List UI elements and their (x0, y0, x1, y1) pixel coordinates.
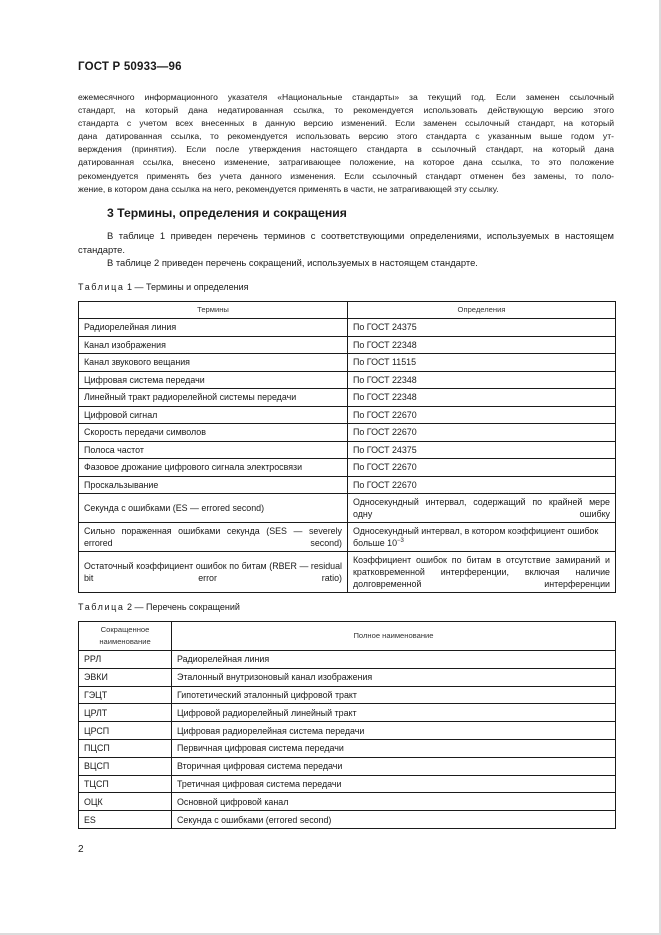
table-row (79, 354, 616, 372)
abbreviation-cell: ТЦСП (79, 775, 172, 793)
definition-cell: По ГОСТ 22670 (348, 424, 616, 442)
definition-cell: По ГОСТ 11515 (348, 354, 616, 372)
term-cell: Скорость передачи символов (79, 424, 348, 442)
table-row (79, 319, 616, 337)
page-number: 2 (78, 844, 84, 855)
full-name-cell: Основной цифровой канал (172, 793, 616, 811)
abbreviation-cell: ЭВКИ (79, 668, 172, 686)
term-cell: Фазовое дрожание цифрового сигнала электросвязи (79, 459, 348, 477)
abbreviation-cell: ПЦСП (79, 739, 172, 757)
column-header: Термины (79, 302, 348, 319)
term-cell: Канал изображения (79, 336, 348, 354)
text-line: датированная ссылка, внесено изменение, затрагивающее положение, на которое дана ссылка, то это положение (78, 157, 614, 168)
full-name-cell: Цифровая радиорелейная система передачи (172, 722, 616, 740)
table-row (79, 406, 616, 424)
term-cell: Полоса частот (79, 441, 348, 459)
table-row (79, 371, 616, 389)
table-header-row (79, 302, 616, 319)
full-name-cell: Секунда с ошибками (errored second) (172, 811, 616, 829)
text-line: дана датированная ссылка, то рекомендуется использовать версию этого стандарта с указанным выше годом ут- (78, 131, 614, 142)
table-row (79, 775, 616, 793)
column-header: Полное наименование (172, 622, 616, 651)
definition-cell: По ГОСТ 22670 (348, 406, 616, 424)
term-cell: Радиорелейная линия (79, 319, 348, 337)
term-cell: Секунда с ошибками (ES — errored second) (79, 494, 348, 523)
intro-paragraph (78, 91, 614, 196)
definition-text: Односекундный интервал, в котором коэффициент ошибок больше 10 (353, 526, 599, 548)
table-row (79, 476, 616, 494)
table-row (79, 389, 616, 407)
table-row (79, 668, 616, 686)
section-paragraph-1: В таблице 1 приведен перечень терминов с соответствующими определениями, используемых в настоящем стандарте. (78, 230, 614, 255)
table-row (79, 459, 616, 477)
table-row (79, 424, 616, 442)
table-row (79, 704, 616, 722)
exponent: −3 (397, 538, 404, 545)
definition-cell: По ГОСТ 24375 (348, 441, 616, 459)
caption-word: Таблица (78, 282, 125, 292)
definition-cell: Коэффициент ошибок по битам в отсутствие замираний и кратковременной интерференции, включая наличие долговременной интерференции (348, 552, 616, 593)
term-cell: Канал звукового вещания (79, 354, 348, 372)
text-line: жение, в котором дана ссылка на него, рекомендуется применять в части, не затрагивающей эту ссылку. (78, 183, 499, 194)
definition-cell (348, 523, 616, 552)
section-title: 3 Термины, определения и сокращения (107, 206, 347, 220)
text-line: верждения (принятия). Если после утверждения настоящего стандарта в ссылочный стандарт, на который дана (78, 144, 614, 155)
table-row (79, 686, 616, 704)
full-name-cell: Первичная цифровая система передачи (172, 739, 616, 757)
caption-text: 2 — Перечень сокращений (127, 602, 240, 612)
definition-cell: По ГОСТ 24375 (348, 319, 616, 337)
text-line: стандарт, на который дана недатированная ссылка, то рекомендуется использовать действующую версию этого (78, 105, 614, 116)
table-row (79, 651, 616, 669)
term-cell: Сильно пораженная ошибками секунда (SES — severely errored second) (79, 523, 348, 552)
definition-cell: Односекундный интервал, содержащий по крайней мере одну ошибку (348, 494, 616, 523)
table-row (79, 336, 616, 354)
abbreviation-cell: ЦРЛТ (79, 704, 172, 722)
table-row (79, 523, 616, 552)
table-row (79, 811, 616, 829)
abbreviation-cell: РРЛ (79, 651, 172, 669)
table-row (79, 793, 616, 811)
caption-word: Таблица (78, 602, 125, 612)
text-line: рекомендуется применять без учета данного изменения. Если ссылочный стандарт отменен без замены, то поло- (78, 170, 614, 181)
abbreviation-cell: ВЦСП (79, 757, 172, 775)
definition-cell: По ГОСТ 22348 (348, 389, 616, 407)
definition-cell: По ГОСТ 22348 (348, 371, 616, 389)
definition-cell: По ГОСТ 22348 (348, 336, 616, 354)
text-line: стандарта с учетом всех внесенных в данную версию изменений. Если заменен ссылочный стандарт, на который (78, 118, 614, 129)
full-name-cell: Гипотетический эталонный цифровой тракт (172, 686, 616, 704)
definition-cell: По ГОСТ 22670 (348, 476, 616, 494)
column-header: Определения (348, 302, 616, 319)
abbreviation-cell: ОЦК (79, 793, 172, 811)
caption-text: 1 — Термины и определения (127, 282, 249, 292)
term-cell: Цифровая система передачи (79, 371, 348, 389)
term-cell: Проскальзывание (79, 476, 348, 494)
full-name-cell: Третичная цифровая система передачи (172, 775, 616, 793)
table-row (79, 722, 616, 740)
table-row (79, 552, 616, 593)
table-row (79, 494, 616, 523)
definition-cell: По ГОСТ 22670 (348, 459, 616, 477)
text-line: ежемесячного информационного указателя «Национальные стандарты» за текущий год. Если заменен ссылочный (78, 92, 614, 102)
document-header: ГОСТ Р 50933—96 (78, 61, 182, 73)
table2-caption (78, 602, 240, 612)
term-cell: Остаточный коэффициент ошибок по битам (RBER — residual bit error ratio) (79, 552, 348, 593)
abbreviations-table (78, 621, 616, 829)
table-row (79, 441, 616, 459)
abbreviation-cell: ГЭЦТ (79, 686, 172, 704)
table1-caption (78, 282, 249, 292)
table-row (79, 739, 616, 757)
abbreviation-cell: ЦРСП (79, 722, 172, 740)
section-paragraph-2: В таблице 2 приведен перечень сокращений, используемых в настоящем стандарте. (107, 257, 478, 268)
abbreviation-cell: ES (79, 811, 172, 829)
term-cell: Линейный тракт радиорелейной системы передачи (79, 389, 348, 407)
full-name-cell: Цифровой радиорелейный линейный тракт (172, 704, 616, 722)
full-name-cell: Эталонный внутризоновый канал изображения (172, 668, 616, 686)
table-header-row (79, 622, 616, 651)
terms-table (78, 301, 616, 593)
table-row (79, 757, 616, 775)
full-name-cell: Вторичная цифровая система передачи (172, 757, 616, 775)
term-cell: Цифровой сигнал (79, 406, 348, 424)
full-name-cell: Радиорелейная линия (172, 651, 616, 669)
column-header: Сокращенное наименование (79, 622, 172, 651)
